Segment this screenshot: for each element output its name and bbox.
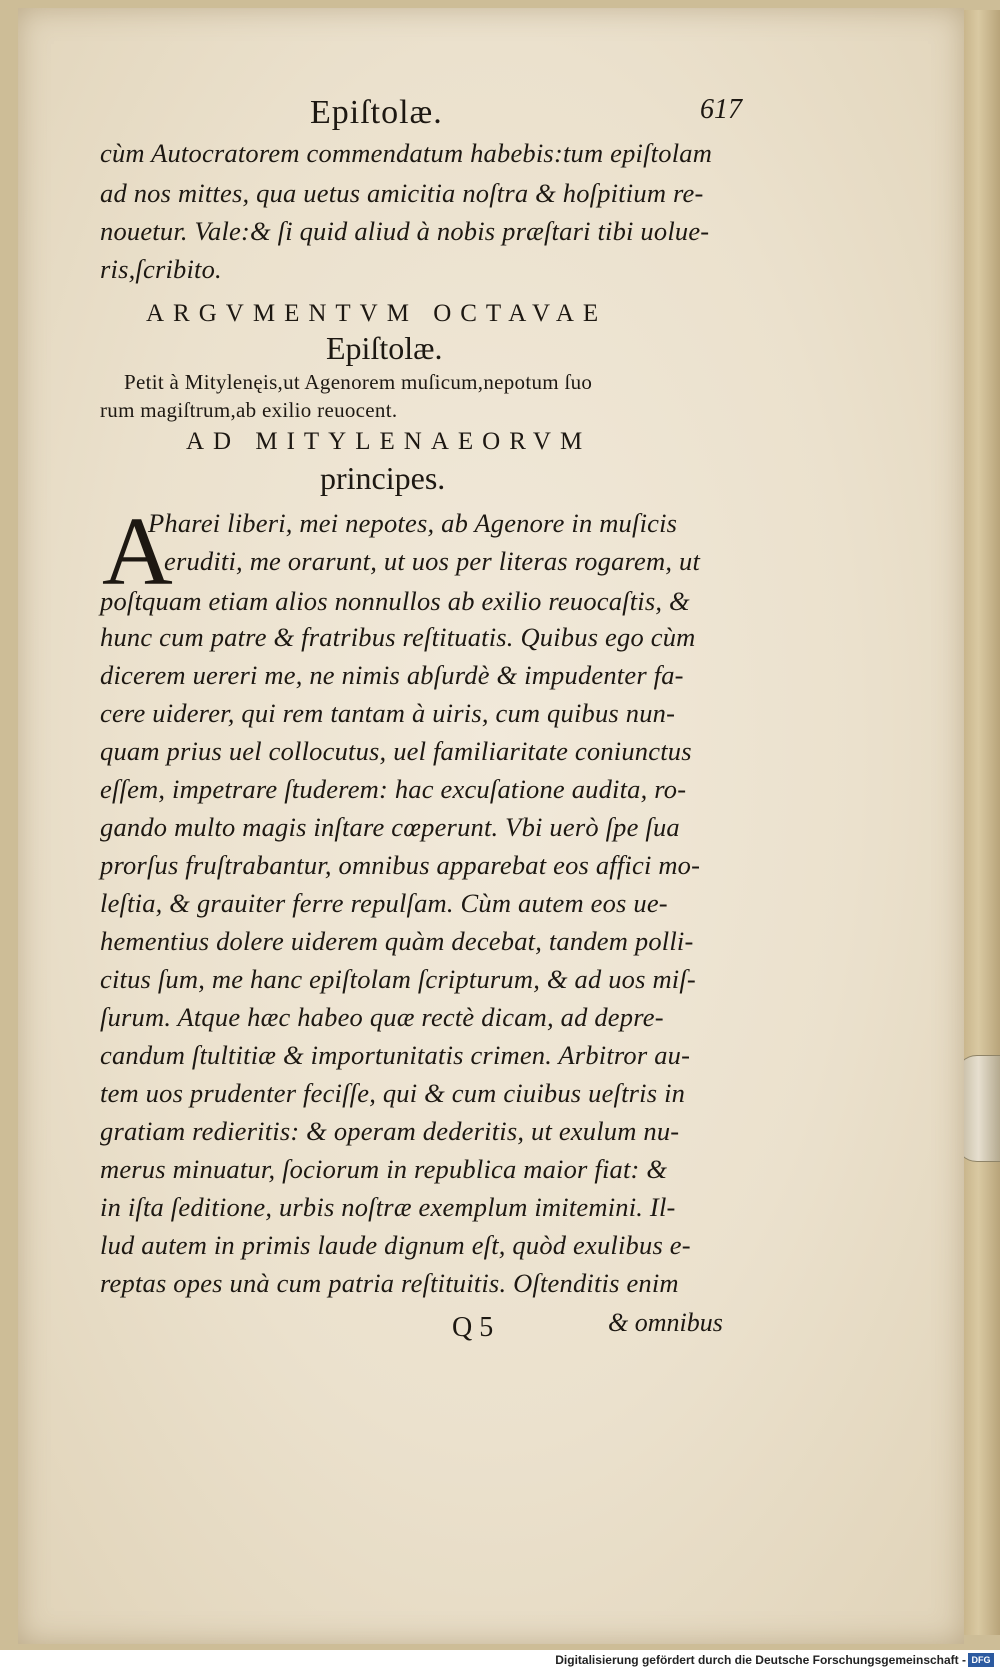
page-edge bbox=[962, 10, 1000, 1635]
carryover-line: ris,ſcribito. bbox=[100, 254, 222, 284]
argument-heading: ARGVMENTVM OCTAVAE bbox=[146, 300, 608, 327]
letter-line: candum ſtultitiæ & importunitatis crimen. Arbitror au- bbox=[100, 1040, 691, 1070]
dfg-logo: DFG bbox=[968, 1653, 994, 1667]
letter-line: lud autem in primis laude dignum eſt, quòd exulibus e- bbox=[100, 1230, 691, 1260]
digitization-notice: Digitalisierung gefördert durch die Deutsche Forschungsgemeinschaft - bbox=[555, 1653, 966, 1667]
catchword: & omnibus bbox=[608, 1308, 723, 1337]
carryover-line: cùm Autocratorem commendatum habebis:tum epiſtolam bbox=[100, 138, 713, 168]
address-heading: AD MITYLENAEORVM bbox=[186, 428, 592, 455]
letter-line: ſurum. Atque hæc habeo quæ rectè dicam, ad depre- bbox=[100, 1002, 664, 1032]
letter-line: gratiam redieritis: & operam dederitis, ut exulum nu- bbox=[100, 1116, 680, 1146]
letter-line: leſtia, & grauiter ferre repulſam. Cùm autem eos ue- bbox=[100, 888, 668, 918]
running-head: Epiſtolæ. bbox=[310, 94, 443, 131]
address-heading-word: principes. bbox=[320, 460, 446, 496]
letter-line: hementius dolere uiderem quàm decebat, tandem polli- bbox=[100, 926, 694, 956]
paper-sheet bbox=[18, 8, 964, 1644]
letter-line: merus minuatur, ſociorum in republica maior fiat: & bbox=[100, 1154, 668, 1184]
argument-line: rum magiſtrum,ab exilio reuocent. bbox=[100, 398, 398, 422]
letter-line: prorſus fruſtrabantur, omnibus apparebat eos affici mo- bbox=[100, 850, 701, 880]
letter-line: tem uos prudenter feciſſe, qui & cum ciuibus ueſtris in bbox=[100, 1078, 686, 1108]
letter-line: cere uiderer, qui rem tantam à uiris, cum quibus nun- bbox=[100, 698, 676, 728]
letter-line: eruditi, me orarunt, ut uos per literas rogarem, ut bbox=[164, 546, 701, 576]
carryover-line: nouetur. Vale:& ſi quid aliud à nobis præſtari tibi uolue- bbox=[100, 216, 710, 246]
drop-cap: A bbox=[102, 498, 173, 606]
letter-line: eſſem, impetrare ſtuderem: hac excuſatione audita, ro- bbox=[100, 774, 687, 804]
argument-line: Petit à Mitylenęis,ut Agenorem muſicum,nepotum ſuo bbox=[124, 370, 593, 394]
carryover-line: ad nos mittes, qua uetus amicitia noſtra & hoſpitium re- bbox=[100, 178, 704, 208]
letter-line: Pharei liberi, mei nepotes, ab Agenore in muſicis bbox=[148, 508, 678, 538]
letter-line: in iſta ſeditione, urbis noſtræ exemplum imitemini. Il- bbox=[100, 1192, 676, 1222]
letter-line: citus ſum, me hanc epiſtolam ſcripturum, & ad uos miſ- bbox=[100, 964, 696, 994]
letter-line: quam prius uel collocutus, uel familiaritate coniunctus bbox=[100, 736, 692, 766]
letter-line: gando multo magis inſtare cœperunt. Vbi uerò ſpe ſua bbox=[100, 812, 680, 842]
letter-line: reptas opes unà cum patria reſtituitis. Oſtenditis enim bbox=[100, 1268, 679, 1298]
argument-heading-word: Epiſtolæ. bbox=[326, 330, 443, 366]
letter-line: hunc cum patre & fratribus reſtituatis. Quibus ego cùm bbox=[100, 622, 696, 652]
digitization-bar bbox=[0, 1650, 1000, 1672]
folio-number: 617 bbox=[700, 94, 742, 125]
letter-line: poſtquam etiam alios nonnullos ab exilio reuocaſtis, & bbox=[100, 586, 690, 616]
signature-mark: Q 5 bbox=[452, 1312, 494, 1343]
letter-line: dicerem uereri me, ne nimis abſurdè & impudenter fa- bbox=[100, 660, 684, 690]
